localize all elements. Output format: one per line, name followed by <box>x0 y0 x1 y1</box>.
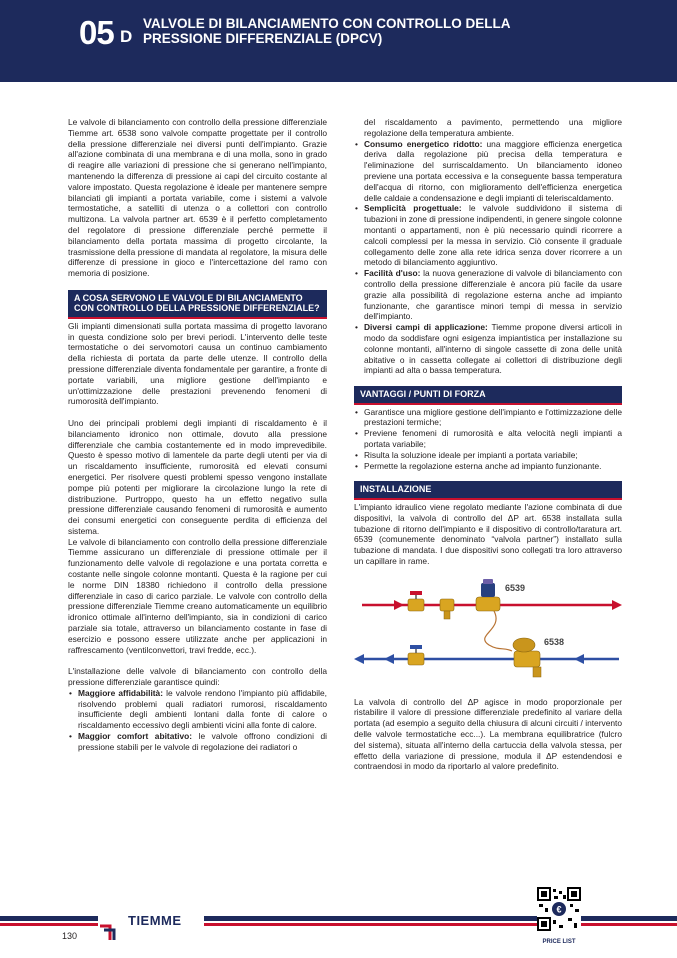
benefits-list <box>68 688 327 753</box>
return-arrow-left <box>384 654 394 664</box>
list-item: • Garantisce una migliore gestione dell'impianto e l'ottimizzazione delle prestazioni termiche; <box>354 407 622 429</box>
list-item: • Maggior comfort abitativo: le valvole offrono condizioni di pressione stabili per le valvole di regolazione dei radiatori o <box>68 731 327 753</box>
chapter-number: 05 <box>79 14 114 51</box>
partner-valve-knob <box>481 583 495 597</box>
supply-ball-valve <box>408 599 424 611</box>
paragraph: L'installazione delle valvole di bilanciamento con controllo della pressione differenziale garantisce quindi: <box>68 666 327 688</box>
chapter-letter: D <box>120 27 133 46</box>
list-item: • Risulta la soluzione ideale per impianti a portata variabile; <box>354 450 622 461</box>
supply-valve-handle <box>410 591 422 595</box>
page-number: 130 <box>62 931 78 941</box>
page-title: VALVOLE DI BILANCIAMENTO CON CONTROLLO DELLA PRESSIONE DIFFERENZIALE (DPCV) <box>143 16 510 46</box>
paragraph: L'impianto idraulico viene regolato mediante l'azione combinata di due dispositivi, la valvola di controllo del ΔP art. 6538 installata sulla tubazione di ritorno dell'impianto e il dispositivo di controllo/taratura art. 6539 (comunemente denominato “valvola partner”) installato sulla tubazione di mandata. I due dispositivi sono collegati tra loro attraverso un capillare in rame. <box>354 501 622 566</box>
list-item: • Permette la regolazione esterna anche ad impianto funzionante. <box>354 461 622 472</box>
list-item: • Maggiore affidabilità: le valvole rendono l'impianto più affidabile, risolvendo problemi quali radiatori rumorosi, riscaldamento insufficiente degli ambienti lontani dalla fonte di calore o riscaldamento eccessivo degli ambienti vicini alla fonte di calore. <box>68 688 327 731</box>
paragraph: Gli impianti dimensionati sulla portata massima di progetto lavorano in questa condizione solo per brevi periodi. L'intervento delle teste termostatiche o dei servomotori causa un continuo cambiamento della richiesta di portata da parte delle utenze. Il controllo della pressione differenziale diventa fondamentale per garantire, a fronte di portate variabili, una migliore gestione dell'impianto e un'ottimizzazione delle prestazioni prevenendo fenomeni di rumorosità dell'impianto. <box>68 320 327 407</box>
paragraph-continued: del riscaldamento a pavimento, permettendo una migliore regolazione della temperatura ambiente. <box>364 117 622 138</box>
section-heading-advantages: VANTAGGI / PUNTI DI FORZA <box>354 386 622 405</box>
brand-mark-icon <box>98 908 128 940</box>
return-ball-valve <box>408 653 424 665</box>
svg-text:€: € <box>556 904 562 915</box>
intro-paragraph: Le valvole di bilanciamento con controllo della pressione differenziale Tiemme art. 6538 sono valvole compatte progettate per il controllo della pressione differenziale nei diversi punti dell'impianto. Grazie all'azione combinata di una membrana e di una molla, sono in grado di reagire alle variazioni di pressione che si generano nell'impianto, mantenendo la differenza di pressione ai capi del circuito costante al valore impostato. Questa regolazione è ideale per mantenere sempre bilanciati gli impianti a portata variabile, come i sistemi a valvole termostatiche, a satelliti di utenza o a collettori con controllo multizona. La valvola partner art. 6539 è il perfetto completamento del regolatore di pressione differenziale perché permette il bilanciamento della portata massima di progetto circolante, la trasmissione della pressione di mandata al regolatore, la misura delle differenze di pressione in gioco e l'intercettazione del ramo con memoria di posizione. <box>68 117 327 279</box>
paragraph: La valvola di controllo del ΔP agisce in modo proporzionale per ristabilire il valore di pressione differenziale predefinito al variare della portata (ad esempio a seguito della chiusura di alcuni circuiti / intervento delle valvole termostatiche ecc...). La membrana equilibratrice (fulcro del sistema), situata all'interno della cartuccia della valvola stessa, per effetto della variazione di pressione, modula il ΔP estendendosi e contraendosi in modo da riportarlo al valore predefinito. <box>354 696 622 772</box>
list-item: • Semplicità progettuale: le valvole suddividono il sistema di tubazioni in zone di pressione indipendenti, in genere singole colonne montanti o appartamenti, non è più necessario quindi ricorrere a calcoli complessi per la messa in servizio. Ciò consente il graduale collegamento delle zone alla rete idrica senza dover ricorrere a un metodo di bilanciamento aggiuntivo. <box>354 203 622 268</box>
strainer <box>440 599 454 611</box>
right-column <box>354 117 622 772</box>
list-item: • Consumo energetico ridotto: una maggiore efficienza energetica deriva dalla regolazione più precisa della temperatura e l'eliminazione del surriscaldamento. Un bilanciamento idoneo previene una portata eccessiva e la conseguente bassa temperatura dell'acqua di ritorno, con miglioramento dell'efficienza energetica delle caldaie a condensazione e degli impianti di teleriscaldamento. <box>354 139 622 204</box>
supply-arrow-right <box>394 600 404 610</box>
list-item: • Facilità d'uso: la nuova generazione di valvole di bilanciamento con controllo della pressione differenziale è ancora più facile da usare grazie alla possibilità di regolazione esterna anche ad impianto funzionante, che garantisce minori tempi di messa in servizio dell'impianto. <box>354 268 622 322</box>
partner-valve-6539 <box>476 597 500 611</box>
page-header <box>0 0 677 82</box>
paragraph: Uno dei principali problemi degli impianti di riscaldamento è il bilanciamento idronico non ottimale, dovuto alla pressione differenziale che cambia costantemente ed in modo imprevedibile. Questo è spesso motivo di lamentele da parte degli utenti per via di un riscaldamento insufficiente, rumorosità ed elevati consumi energetici. Per risolvere questi problemi spesso vengono installate pompe più potenti per migliorare la circolazione lungo la rete di distribuzione. Purtroppo, questo ha un effetto negativo sulla pressione differenziale causando fenomeni di rumorosità e aumento dei consumi energetici con conseguente perdita di efficienza del sistema. <box>68 417 327 536</box>
section-heading-installation: INSTALLAZIONE <box>354 481 622 500</box>
price-list-label: PRICE LIST <box>542 939 576 945</box>
supply-arrow-right <box>612 600 622 610</box>
brand-name: TIEMME <box>128 913 182 928</box>
return-arrow-left <box>574 654 584 664</box>
return-arrow-left <box>354 654 364 664</box>
paragraph: Le valvole di bilanciamento con controllo della pressione differenziale Tiemme assicurano un differenziale di pressione ottimale per il funzionamento delle valvole di regolazione e una portata corretta e costante nelle singole colonne montanti. Questa è la ragione per cui le norme DIN 18380 richiedono il controllo della pressione differenziale in caso di carico parziale. Le valvole con controllo della pressione differenziale Tiemme creano automaticamente un equilibrio idronico ottimale all'interno dell'impianto, sia in condizioni di carico parziale sia totale, attraverso un bilanciamento costante in fase di esercizio e possono essere utilizzate anche per applicazioni in raffrescamento (ventilconvettori, travi fredde, ecc.). <box>68 536 327 655</box>
qr-code-icon <box>537 887 581 931</box>
copper-capillary <box>485 611 512 651</box>
left-column <box>68 117 327 753</box>
section-heading-purpose: A COSA SERVONO LE VALVOLE DI BILANCIAMENTO CON CONTROLLO DELLA PRESSIONE DIFFERENZIALE? <box>68 290 327 319</box>
label-6538: 6538 <box>544 636 565 647</box>
return-valve-handle <box>410 645 422 649</box>
installation-diagram-svg <box>354 575 622 687</box>
advantages-list <box>354 407 622 472</box>
qr-code[interactable] <box>537 887 581 931</box>
list-item: • Diversi campi di applicazione: Tiemme propone diversi articoli in modo da soddisfare ogni esigenza impiantistica per installazione su colonne montanti, all'interno di singole cassette di zona delle unità abitative o in cassetta collegate ai collettori di distribuzione degli impianti ad alta o bassa temperatura. <box>354 322 622 376</box>
dpcv-valve-6538 <box>514 651 540 667</box>
benefits-list-continued <box>354 139 622 377</box>
installation-diagram <box>354 575 622 687</box>
label-6539: 6539 <box>505 582 526 593</box>
list-item: • Previene fenomeni di rumorosità e alta velocità negli impianti a portata variabile; <box>354 428 622 450</box>
